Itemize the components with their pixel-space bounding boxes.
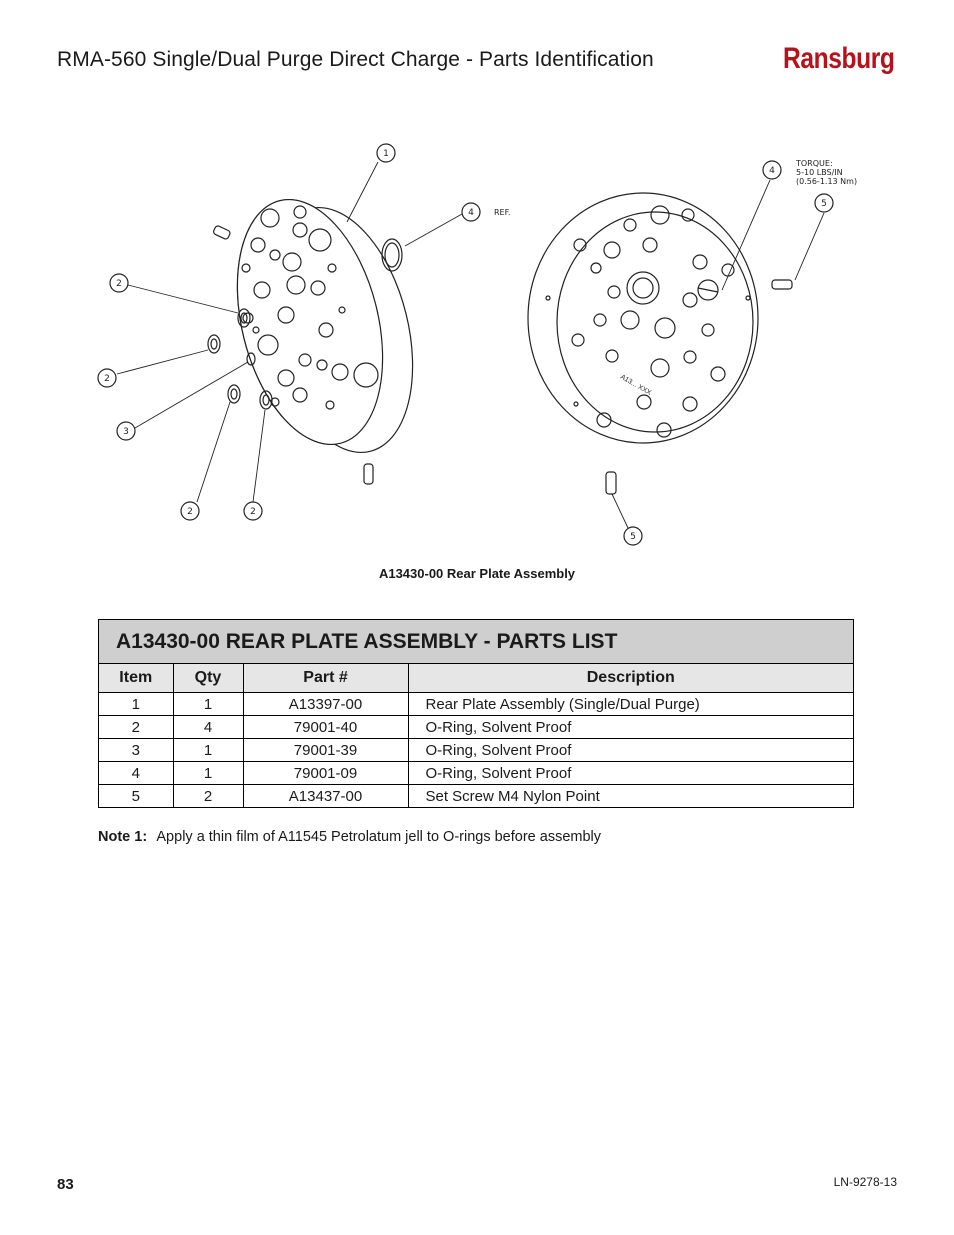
cell-description: O-Ring, Solvent Proof bbox=[408, 762, 853, 785]
cell-part: A13397-00 bbox=[243, 693, 408, 716]
header-item: Item bbox=[99, 664, 173, 693]
cell-part: 79001-09 bbox=[243, 762, 408, 785]
header-part: Part # bbox=[243, 664, 408, 693]
cell-part: A13437-00 bbox=[243, 785, 408, 808]
note-label: Note 1: bbox=[98, 829, 148, 845]
table-row bbox=[99, 739, 853, 762]
cell-item: 3 bbox=[99, 739, 173, 762]
callout-2c: 2 bbox=[187, 507, 193, 517]
callout-2d: 2 bbox=[250, 507, 256, 517]
table-row bbox=[99, 762, 853, 785]
cell-qty: 1 bbox=[173, 739, 243, 762]
cell-description: O-Ring, Solvent Proof bbox=[408, 716, 853, 739]
figure-caption: A13430-00 Rear Plate Assembly bbox=[378, 566, 576, 581]
cell-qty: 1 bbox=[173, 693, 243, 716]
callout-2b: 2 bbox=[104, 374, 110, 384]
cell-description: Set Screw M4 Nylon Point bbox=[408, 785, 853, 808]
torque-metric: (0.56-1.13 Nm) bbox=[796, 177, 858, 186]
torque-value: 5-10 LBS/IN bbox=[796, 168, 843, 177]
rear-plate-assembly-drawing bbox=[95, 135, 875, 555]
parts-list-title: A13430-00 REAR PLATE ASSEMBLY - PARTS LIST bbox=[99, 620, 853, 664]
callout-2a: 2 bbox=[116, 279, 122, 289]
cell-qty: 2 bbox=[173, 785, 243, 808]
cell-description: O-Ring, Solvent Proof bbox=[408, 739, 853, 762]
callout-3: 3 bbox=[123, 427, 129, 437]
table-row bbox=[99, 693, 853, 716]
callout-5b: 5 bbox=[630, 532, 636, 542]
cell-qty: 4 bbox=[173, 716, 243, 739]
header-qty: Qty bbox=[173, 664, 243, 693]
callout-4a: 4 bbox=[468, 208, 474, 218]
page-title: RMA-560 Single/Dual Purge Direct Charge - Parts Identification bbox=[57, 48, 654, 71]
left-rear-plate bbox=[208, 184, 436, 484]
ref-label: REF. bbox=[494, 208, 511, 217]
document-number: LN-9278-13 bbox=[833, 1175, 897, 1189]
brand-logo: Ransburg bbox=[783, 42, 895, 75]
parts-table-header bbox=[99, 664, 853, 693]
cell-item: 2 bbox=[99, 716, 173, 739]
callout-4b: 4 bbox=[769, 166, 775, 176]
parts-list bbox=[98, 619, 854, 808]
assembly-note bbox=[98, 829, 601, 845]
cell-description: Rear Plate Assembly (Single/Dual Purge) bbox=[408, 693, 853, 716]
note-text: Apply a thin film of A11545 Petrolatum jell to O-rings before assembly bbox=[156, 829, 602, 845]
cell-part: 79001-40 bbox=[243, 716, 408, 739]
cell-item: 5 bbox=[99, 785, 173, 808]
cell-item: 1 bbox=[99, 693, 173, 716]
svg-text:A13... XXX: A13... XXX bbox=[619, 373, 653, 397]
cell-item: 4 bbox=[99, 762, 173, 785]
right-rear-plate bbox=[528, 193, 792, 494]
callout-1: 1 bbox=[383, 149, 389, 159]
page-number: 83 bbox=[57, 1176, 74, 1193]
cell-part: 79001-39 bbox=[243, 739, 408, 762]
cell-qty: 1 bbox=[173, 762, 243, 785]
table-row bbox=[99, 716, 853, 739]
header-description: Description bbox=[408, 664, 853, 693]
torque-label: TORQUE: bbox=[796, 159, 833, 168]
parts-table bbox=[99, 664, 853, 807]
table-row bbox=[99, 785, 853, 808]
callout-5a: 5 bbox=[821, 199, 827, 209]
